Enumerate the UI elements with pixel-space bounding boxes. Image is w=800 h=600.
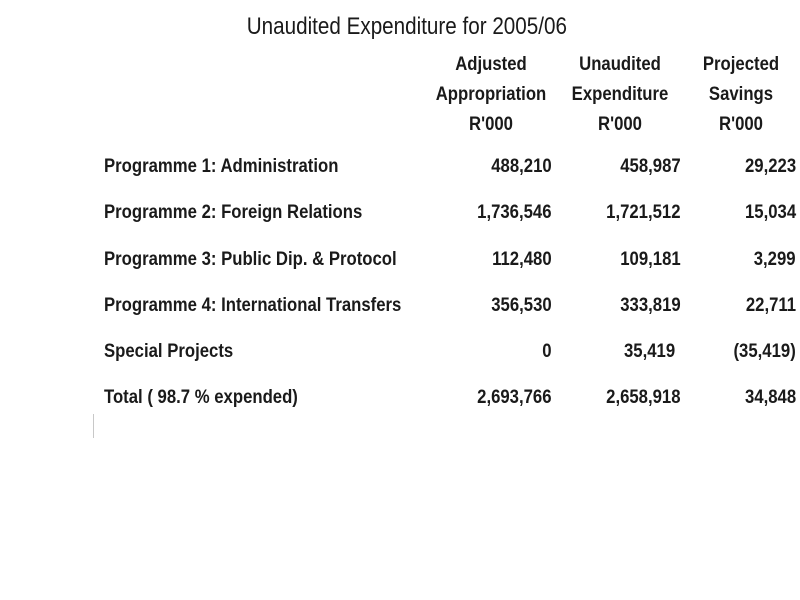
- row-label-text: Programme 4: International Transfers: [104, 295, 402, 316]
- cell-projected-savings: [680, 245, 796, 275]
- slide-title: Unaudited Expenditure for 2005/06: [246, 13, 567, 40]
- column-header-line: Projected: [702, 54, 780, 75]
- table-row: [0, 291, 800, 321]
- cell-projected-savings: [680, 383, 796, 413]
- cell-projected-savings: [680, 337, 796, 367]
- cell-value: (35,419): [733, 341, 796, 362]
- cell-adjusted-appropriation: [430, 198, 552, 228]
- cell-value: 488,210: [491, 156, 552, 177]
- row-label: [104, 383, 426, 413]
- cell-value: 1,721,512: [606, 202, 681, 223]
- column-header-unit: R'000: [469, 114, 513, 135]
- row-label-text: Programme 3: Public Dip. & Protocol: [104, 249, 397, 270]
- row-label: [104, 337, 426, 367]
- cell-value: 1,736,546: [477, 202, 552, 223]
- cell-projected-savings: [680, 291, 796, 321]
- column-header-line: Expenditure: [571, 84, 669, 105]
- row-label-text: Programme 1: Administration: [104, 156, 339, 177]
- column-header-unaudited-expenditure: [563, 50, 677, 140]
- cell-adjusted-appropriation: [430, 383, 552, 413]
- column-header-projected-savings: [692, 50, 791, 140]
- cell-value: 356,530: [491, 295, 552, 316]
- cell-value: 458,987: [620, 156, 681, 177]
- column-header-line: Appropriation: [435, 84, 547, 105]
- cell-value: 333,819: [620, 295, 681, 316]
- cell-adjusted-appropriation: [430, 245, 552, 275]
- text-cursor: [93, 414, 94, 438]
- row-label: [104, 245, 426, 275]
- cell-projected-savings: [680, 198, 796, 228]
- table-row: [0, 245, 800, 275]
- cell-unaudited-expenditure: [560, 152, 681, 182]
- cell-value: 112,480: [492, 249, 552, 270]
- cell-unaudited-expenditure: [560, 291, 681, 321]
- row-label: [104, 291, 426, 321]
- table-row: [0, 152, 800, 182]
- column-header-adjusted-appropriation: [433, 50, 549, 140]
- table-row: [0, 337, 800, 367]
- cell-value: 2,658,918: [606, 387, 681, 408]
- cell-value: 15,034: [744, 202, 796, 223]
- cell-value: 3,299: [754, 249, 796, 270]
- cell-unaudited-expenditure: [560, 245, 681, 275]
- cell-value: 29,223: [744, 156, 796, 177]
- row-label-text: Total ( 98.7 % expended): [104, 387, 298, 408]
- cell-adjusted-appropriation: [430, 152, 552, 182]
- column-header-line: Savings: [708, 84, 774, 105]
- column-header-unit: R'000: [598, 114, 642, 135]
- cell-unaudited-expenditure: [560, 198, 681, 228]
- cell-projected-savings: [680, 152, 796, 182]
- row-label: [104, 152, 426, 182]
- cell-value: 109,181: [620, 249, 681, 270]
- row-label: [104, 198, 426, 228]
- cell-value: 2,693,766: [477, 387, 552, 408]
- table-row-total: [0, 383, 800, 413]
- cell-value: 0: [542, 341, 552, 362]
- column-header-line: Adjusted: [455, 54, 527, 75]
- cell-value: 35,419: [623, 341, 675, 362]
- row-label-text: Programme 2: Foreign Relations: [104, 202, 363, 223]
- cell-value: 22,711: [745, 295, 796, 316]
- column-header-unit: R'000: [719, 114, 763, 135]
- cell-adjusted-appropriation: [430, 337, 552, 367]
- cell-adjusted-appropriation: [430, 291, 552, 321]
- cell-value: 34,848: [744, 387, 796, 408]
- table-row: [0, 198, 800, 228]
- row-label-text: Special Projects: [104, 341, 234, 362]
- column-header-line: Unaudited: [579, 54, 661, 75]
- cell-unaudited-expenditure: [560, 383, 681, 413]
- cell-unaudited-expenditure: [555, 337, 675, 367]
